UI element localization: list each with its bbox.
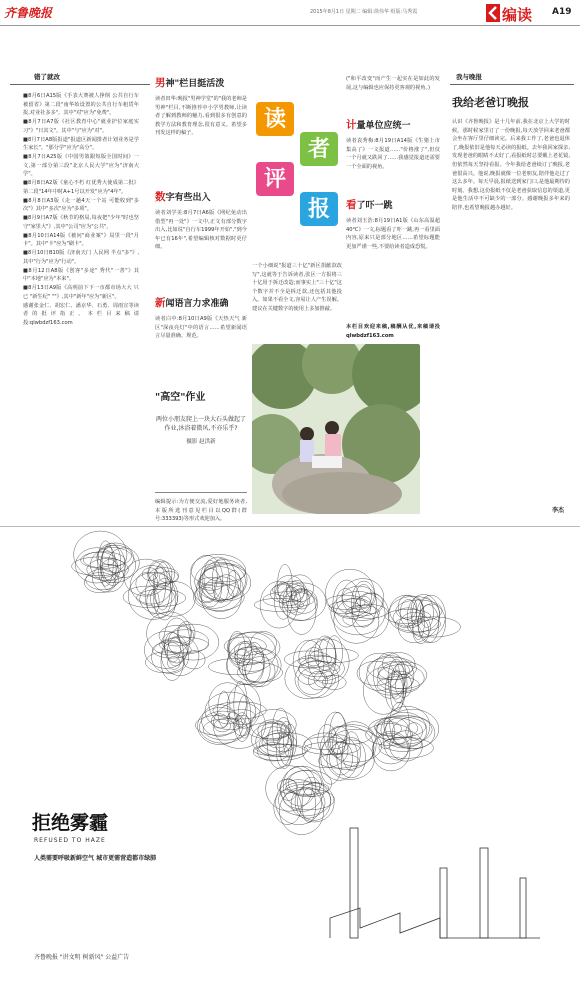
article-body: 认识《齐鲁晚报》是十几年前,我在北京上大学的时候。那时候家里订了一份晚报,每天放学回来老爸都会坐在客厅里仔细读完。后来我工作了,老爸也退休了,晚报依旧是他每天必读的报纸。去年我回家探亲,发现老爸的眼睛不太好了,看报纸时总要戴上老花镜,但依然每天坚持看报。今年我给老爸续订了晚报,老爸很高兴。他说,晚报就像一位老朋友,陪伴他走过了这么多年。每天早晨,报纸送到家门口,是他最期待的时刻。我想,这份报纸不仅是老爸获取信息的渠道,更是他生活中不可缺少的一部分。感谢晚报多年来的陪伴,也希望晚报越办越好。 bbox=[452, 119, 570, 211]
smog-scribble bbox=[310, 648, 358, 662]
smog-scribble bbox=[326, 595, 365, 609]
left-heading-bar bbox=[10, 70, 150, 85]
errata-item: ■8月13日A9版《高明前下下一市都市场大大 只 已 "新生纪" ""》,其中"新年"应为"新区"。 bbox=[23, 285, 139, 300]
errata-item: ■8月7日A8版报道"报道区新闻排者计划业务是学生家长"。"那分学"应为"高分"。 bbox=[23, 136, 139, 152]
chimney-icon bbox=[520, 878, 526, 938]
feature-caption: 两位小朋友爬上一块大石头做起了作业,沐浴着微风,不亦乐乎? bbox=[155, 416, 246, 432]
smog-scribble bbox=[331, 725, 372, 744]
smog-scribble bbox=[302, 733, 348, 768]
section-title-1: 男神"栏目挺活泼 bbox=[155, 77, 225, 89]
right-mid-column bbox=[346, 75, 440, 340]
errata-item: ■8月8日A2版《童心不朽 红优秀大使成第二批》第二段"14年中时A+1号以开发"应为"4年"。 bbox=[23, 180, 139, 195]
section-body-3: 读者白中:8月10日A9版《天热天气 新区"深夜亮灯"中的语言……希望新闻语言尽量准确、规范。 bbox=[155, 316, 247, 340]
smog-scribble bbox=[326, 636, 342, 671]
smog-scribble bbox=[283, 766, 316, 806]
smog-scribble bbox=[374, 717, 425, 738]
public-service-ad bbox=[0, 528, 580, 958]
smog-scribble bbox=[204, 564, 246, 582]
article-title: 我给老爸订晚报 bbox=[452, 96, 529, 109]
smog-scribble bbox=[274, 790, 302, 825]
right-mid-intro: ("和平改变"而产生一起实在是如此的发展,这与编辑也应保持更客观的视角。) bbox=[346, 76, 440, 91]
feature-credit: 摄影 赵洪新 bbox=[186, 439, 216, 445]
section-body-2: 读者刘学美:8月7日A6版《网纪免动出借型"再一处"》一文中,正文有部分数字出入,比如说"自行车1999年开始","到今年已有16年",希望编辑核对数据时更仔细。 bbox=[155, 210, 247, 251]
section-title-4: 计量单位应统一 bbox=[346, 119, 411, 131]
errata-list bbox=[23, 92, 139, 512]
errata-item: ■8月8日A3版《走一趟4天一个站 可能收到"多次"》其中"多次"应为"多项"。 bbox=[23, 197, 139, 213]
section-tag bbox=[486, 2, 546, 24]
errata-item: ■8月9日A7版《秋节的格局,每夜把"少年"时也坚守"家里大"》,其中"公司"应为"公共"。 bbox=[23, 215, 139, 230]
smog-scribble bbox=[276, 780, 322, 825]
right-column-heading: 我与晚报 bbox=[456, 73, 482, 81]
badge-char-1: 读 bbox=[256, 102, 294, 136]
ad-tagline: 人类需要呼吸新鲜空气 城市更需营造都市绿肺 bbox=[34, 855, 157, 862]
smog-scribble bbox=[145, 652, 184, 673]
section-title-5: 看了吓一跳 bbox=[346, 199, 393, 211]
smog-scribble bbox=[287, 588, 316, 634]
smog-scribble bbox=[373, 733, 408, 764]
smog-scribble bbox=[318, 754, 359, 769]
smog-scribble bbox=[325, 569, 374, 617]
section-body-5: 读者刘玉浩:8月19日A1版《山东高温超40℃》一文,标题看了吓一跳,再一看里面内容,原来只是部分地区……希望标题能更加严谨一些,不要给读者造成恐慌。 bbox=[346, 218, 440, 250]
feature-photo bbox=[252, 344, 420, 514]
ad-footer: 齐鲁晚报 "讲文明 树新风" 公益广告 bbox=[34, 954, 130, 961]
smog-scribble bbox=[165, 632, 181, 662]
masthead-logo: 齐鲁晚报 bbox=[4, 6, 53, 20]
smog-scribble bbox=[152, 642, 191, 658]
notice-text: 编辑提示:为方便交流,爱好地服务读者,本版所选刊意见栏目以QQ群(群号:333393)等形式欢迎加入。 bbox=[155, 499, 247, 523]
smog-scribble bbox=[377, 715, 432, 744]
notice-divider bbox=[155, 492, 247, 493]
header-info: 2015年8月1日 星期二 编辑:徐伟华 组版:马秀霞 bbox=[310, 9, 418, 15]
smog-scribble bbox=[128, 573, 178, 620]
errata-item: ■8月12日A8版《创客"多途" 秀代"一善"》其中"本地"应为"本来"。 bbox=[23, 267, 139, 283]
smog-scribble bbox=[154, 578, 176, 620]
section-body-4: 读者袁秀梅:8月19日A14版《生猪上市集高了》一文报道……"价格涨了",但仅一个月就又跌回了……我感觉报道还需要一个全面的视角。 bbox=[346, 138, 440, 170]
right-heading-bar bbox=[450, 70, 574, 85]
smog-scribble bbox=[276, 734, 292, 769]
factory-icon bbox=[330, 908, 540, 938]
submission-note: 本栏目欢迎来稿,稿酬从优,来稿请投qlwbdzf163.com bbox=[346, 324, 440, 339]
article-author: 李杰 bbox=[552, 507, 565, 514]
smog-scribble bbox=[254, 598, 303, 611]
chimney-icon bbox=[350, 828, 358, 938]
section-tag-label: 编读 bbox=[502, 6, 533, 24]
page-number: A19 bbox=[552, 7, 572, 17]
left-column-heading: 错了就改 bbox=[34, 73, 60, 81]
ad-title: 拒绝雾霾 bbox=[32, 812, 109, 834]
smog-scribble bbox=[124, 559, 167, 596]
section-title-2: 数字有些出入 bbox=[155, 191, 211, 203]
errata-item: ■8月6日A15版《手表大赛被人挣倒 公共自行车被留省》第二段"南华始设置的公共自行车租赁年报,对业社多多"。其中"对"应为"免费"。 bbox=[23, 93, 139, 117]
smog-scribble bbox=[342, 579, 384, 616]
smog-scribble bbox=[400, 599, 416, 626]
readers-review-badge bbox=[252, 98, 342, 228]
smog-scribble bbox=[227, 684, 260, 728]
badge-char-4: 报 bbox=[300, 192, 338, 226]
feature-box bbox=[155, 388, 247, 445]
errata-item: ■8月10日A14版《被问"商业案"》局里一段"月卡"。其中"卡"应为"刷卡"。 bbox=[23, 232, 139, 248]
middle-column bbox=[155, 75, 247, 375]
smog-scribble bbox=[145, 572, 172, 617]
smog-scribble bbox=[388, 596, 440, 633]
smog-scribble bbox=[283, 789, 334, 810]
smog-scribble bbox=[253, 744, 307, 756]
smog-cloud-illustration bbox=[0, 528, 580, 958]
smog-scribble bbox=[228, 632, 280, 663]
center-body-text: 一个小细说"报道三十亿"新区捐献款改写",这就等于告诉读者,张区一方报将三十亿用于拆迁改造;而事实上"三十亿"这个数字并不全是拆迁款,还包括其他投入。如果不看全文,容易让人产生误解。建议在关键数字的使用上多加推敲。 bbox=[252, 263, 342, 312]
smog-scribble bbox=[386, 709, 439, 748]
errata-item: ■8月7日A7版《社区教育中心"就业护位家庭实习"》"日其文"。其中"与"应为"对"。 bbox=[23, 119, 139, 134]
smog-scribble bbox=[266, 766, 313, 812]
smog-scribble bbox=[304, 737, 347, 750]
section-body-1: 读者田华:晚报"男神学堂"的"我的老师是男神"栏目,不断推荐中小学男教师,让读者了解到教师的魅力,看到很多有创意的教学方法和教育理念,很有意义。希望多刊发这样的稿子。 bbox=[155, 96, 247, 137]
smog-scribble bbox=[218, 691, 230, 727]
badge-char-3: 评 bbox=[256, 162, 294, 196]
errata-item: ■8月7日A25版《中国男篮跟短版全国时间》一文,第一部分第三段"北京人民大学"应为"济南大学"。 bbox=[23, 154, 139, 178]
smog-scribble bbox=[327, 740, 374, 780]
badge-char-2: 者 bbox=[300, 132, 338, 166]
smog-scribble bbox=[248, 723, 290, 739]
ad-divider bbox=[0, 526, 580, 527]
smog-scribble bbox=[260, 581, 298, 628]
photo-image bbox=[252, 344, 420, 514]
chimney-icon bbox=[480, 848, 488, 938]
errata-item: ■8月10日B10版《济南天门 人民网 半点"多"》,其中"行为"应为"行动"。 bbox=[23, 250, 139, 265]
feature-title: "高空"作业 bbox=[155, 392, 206, 403]
header-divider bbox=[0, 25, 580, 26]
chimney-icon bbox=[440, 868, 447, 938]
ad-subtitle: REFUSED TO HAZE bbox=[34, 837, 106, 844]
section-title-3: 新闻语言力求准确 bbox=[155, 297, 229, 309]
errata-item: 感谢张金仁、胡宏仁、潘京华、石勇、周雨宣等读者的批评指正。本栏目来稿请投:qlwbdzf163.com bbox=[23, 302, 139, 326]
